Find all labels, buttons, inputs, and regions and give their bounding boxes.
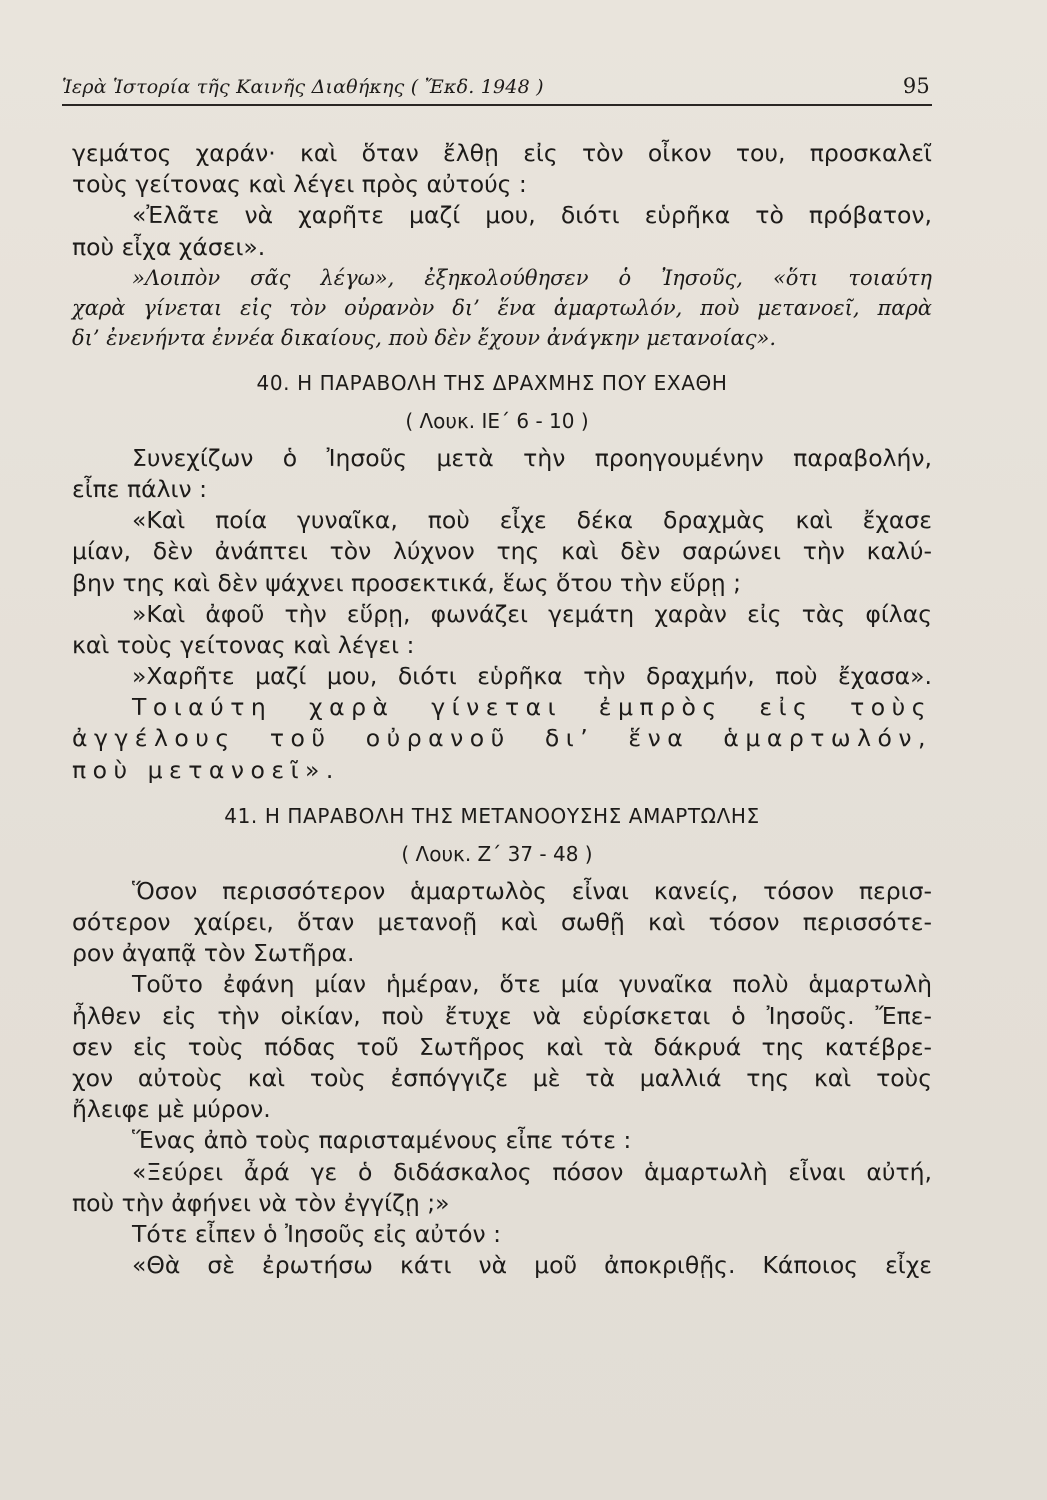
page-body — [72, 138, 932, 1281]
text-line: μίαν, δὲν ἀνάπτει τὸν λύχνον της καὶ δὲν σαρώνει τὴν καλύ- — [72, 537, 932, 566]
text-line: Συνεχίζων ὁ Ἰησοῦς μετὰ τὴν προηγουμένην παραβολήν, — [132, 443, 932, 472]
text-line: σότερον χαίρει, ὅταν μετανοῇ καὶ σωθῇ καὶ τόσον περισσότε- — [72, 908, 932, 936]
text-line: τοὺς γείτονας καὶ λέγει πρὸς αὐτούς : — [72, 170, 527, 199]
running-header — [62, 74, 932, 106]
text-line: »Χαρῆτε μαζί μου, διότι εὑρῆκα τὴν δραχμήν, ποὺ ἔχασα». — [132, 662, 932, 691]
text-line: χαρὰ γίνεται εἰς τὸν οὐρανὸν δι’ ἕνα ἁμαρτωλόν, ποὺ μετανοεῖ, παρὰ — [72, 295, 932, 320]
text-line: ποὺ τὴν ἀφήνει νὰ τὸν ἐγγίζῃ ;» — [72, 1188, 450, 1217]
text-line: δι’ ἐνενήντα ἐννέα δικαίους, ποὺ δὲν ἔχουν ἀνάγκην μετανοίας». — [72, 325, 777, 350]
text-line: γεμάτος χαράν· καὶ ὅταν ἔλθῃ εἰς τὸν οἶκον του, προσκαλεῖ — [72, 139, 932, 167]
text-line: »Καὶ ἀφοῦ τὴν εὕρῃ, φωνάζει γεμάτη χαρὰν εἰς τὰς φίλας — [132, 599, 932, 628]
text-line: «Ἐλᾶτε νὰ χαρῆτε μαζί μου, διότι εὑρῆκα τὸ πρόβατον, — [132, 201, 932, 230]
text-line: «Θὰ σὲ ἐρωτήσω κάτι νὰ μοῦ ἀποκριθῇς. Κάποιος εἶχε — [132, 1251, 932, 1280]
text-line: Ὅσον περισσότερον ἁμαρτωλὸς εἶναι κανείς, τόσον περισ- — [132, 876, 932, 905]
text-line: σεν εἰς τοὺς πόδας τοῦ Σωτῆρος καὶ τὰ δάκρυά της κατέβρε- — [72, 1032, 932, 1061]
text-line: Τοιαύτη χαρὰ γίνεται ἐμπρὸς εἰς τοὺς — [132, 693, 932, 722]
text-line: «Καὶ ποία γυναῖκα, ποὺ εἶχε δέκα δραχμὰς καὶ ἔχασε — [132, 506, 932, 535]
text-line: «Ξεύρει ἆρά γε ὁ διδάσκαλος πόσον ἁμαρτωλὴ εἶναι αὐτή, — [132, 1157, 932, 1186]
section-heading-41: 41. Η ΠΑΡΑΒΟΛΗ ΤΗΣ ΜΕΤΑΝΟΟΥΣΗΣ ΑΜΑΡΤΩΛΗΣ — [224, 803, 760, 828]
text-line: ἤλειφε μὲ μύρον. — [72, 1095, 271, 1124]
text-line: »Λοιπὸν σᾶς λέγω», ἐξηκολούθησεν ὁ Ἰησοῦς, «ὅτι τοιαύτη — [132, 265, 932, 290]
section-reference-41: ( Λουκ. Ζ΄ 37 - 48 ) — [401, 841, 593, 866]
text-line: Ἕνας ἀπὸ τοὺς παρισταμένους εἶπε τότε : — [132, 1126, 632, 1155]
text-line: ἦλθεν εἰς τὴν οἰκίαν, ποὺ ἔτυχε νὰ εὑρίσκεται ὁ Ἰησοῦς. Ἔπε- — [72, 1001, 932, 1030]
page-number: 95 — [902, 74, 930, 98]
text-line: βην της καὶ δὲν ψάχνει προσεκτικά, ἕως ὅτου τὴν εὕρῃ ; — [72, 568, 742, 597]
section-reference-40: ( Λουκ. ΙΕ΄ 6 - 10 ) — [405, 408, 589, 433]
text-line: εἶπε πάλιν : — [72, 474, 207, 503]
text-line: ἀγγέλους τοῦ οὐρανοῦ δι’ ἕνα ἁμαρτωλόν, — [72, 724, 932, 753]
text-line: Τότε εἶπεν ὁ Ἰησοῦς εἰς αὐτόν : — [132, 1219, 502, 1248]
text-line: Τοῦτο ἐφάνη μίαν ἡμέραν, ὅτε μία γυναῖκα πολὺ ἁμαρτωλὴ — [132, 970, 932, 999]
text-line: ποὺ μετανοεῖ». — [72, 755, 340, 784]
text-line: καὶ τοὺς γείτονας καὶ λέγει : — [72, 630, 415, 659]
book-title: Ἱερὰ Ἱστορία τῆς Καινῆς Διαθήκης ( Ἔκδ. 1948 ) — [62, 76, 544, 98]
text-line: ποὺ εἶχα χάσει». — [72, 232, 266, 261]
section-heading-40: 40. Η ΠΑΡΑΒΟΛΗ ΤΗΣ ΔΡΑΧΜΗΣ ΠΟΥ ΕΧΑΘΗ — [256, 370, 728, 395]
text-line: χον αὐτοὺς καὶ τοὺς ἐσπόγγιζε μὲ τὰ μαλλιά της καὶ τοὺς — [72, 1063, 932, 1092]
text-line: ρον ἀγαπᾷ τὸν Σωτῆρα. — [72, 939, 355, 968]
